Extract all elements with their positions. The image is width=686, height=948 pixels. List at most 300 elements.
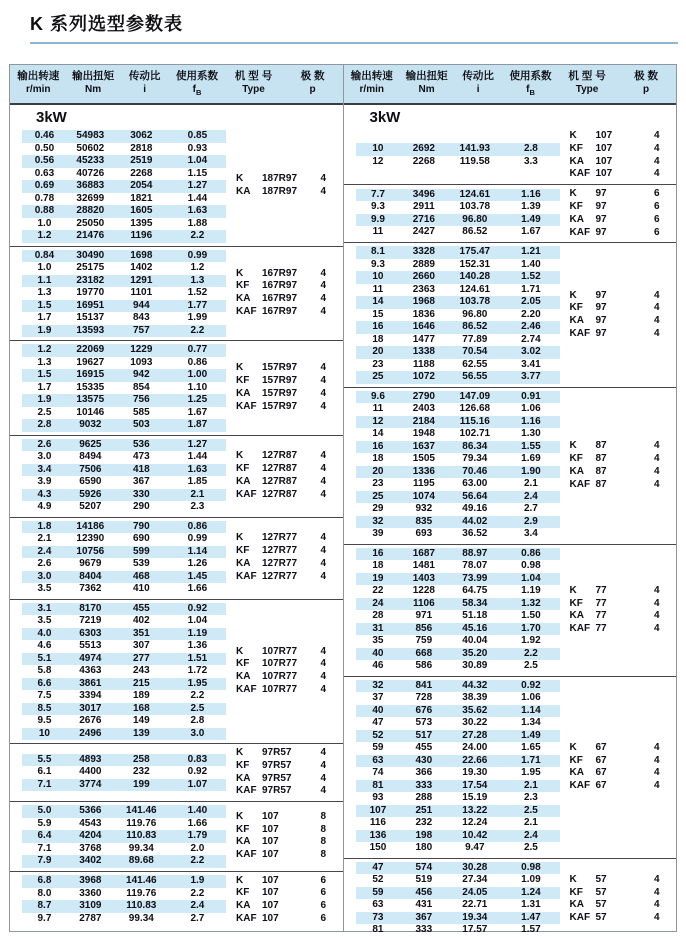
- cell-ratio: 1093: [130, 356, 153, 368]
- type-series: K: [236, 362, 244, 374]
- cell-torque: 759: [415, 635, 433, 647]
- cell-ratio: 942: [132, 369, 150, 380]
- type-series: KA: [569, 155, 584, 167]
- cell-speed: 0.88: [34, 205, 55, 216]
- data-block: [10, 436, 343, 517]
- type-model: 87: [595, 453, 607, 465]
- type-series: KF: [569, 754, 583, 766]
- type-entry: [236, 875, 333, 888]
- cell-ratio: 12.24: [462, 817, 488, 829]
- type-poles: 4: [653, 478, 660, 490]
- type-entry: [236, 545, 333, 558]
- table-row: [356, 660, 560, 673]
- cell-torque: 1637: [412, 440, 435, 452]
- cell-speed: 12: [372, 155, 384, 167]
- cell-service-factor: 2.2: [190, 855, 205, 867]
- type-series: KAF: [569, 780, 591, 792]
- cell-service-factor: 1.69: [521, 453, 541, 465]
- cell-ratio: 17.57: [462, 924, 488, 936]
- cell-ratio: 119.76: [126, 887, 157, 899]
- column-unit-subscript: B: [195, 88, 202, 97]
- cell-speed: 3.1: [37, 602, 52, 614]
- cell-torque: 1481: [412, 560, 435, 572]
- data-block: [10, 600, 343, 744]
- column-label: 极 数: [634, 70, 658, 82]
- column-header: [120, 70, 170, 99]
- cell-torque: 728: [415, 692, 433, 704]
- type-poles: 4: [320, 387, 327, 399]
- cell-torque: 4400: [79, 766, 102, 778]
- table-row: [356, 899, 560, 912]
- cell-service-factor: 1.15: [187, 167, 208, 179]
- cell-service-factor: 1.14: [521, 704, 541, 716]
- cell-ratio: 330: [132, 488, 150, 500]
- type-series: KAF: [569, 623, 591, 635]
- cell-service-factor: 2.3: [190, 501, 205, 512]
- type-entry: [236, 571, 333, 584]
- table-row: [356, 924, 560, 937]
- cell-speed: 1.7: [37, 312, 52, 323]
- cell-ratio: 539: [132, 558, 150, 569]
- data-block: [344, 185, 677, 242]
- type-poles: 4: [320, 785, 327, 797]
- cell-torque: 2676: [79, 715, 102, 726]
- cell-speed: 59: [372, 742, 384, 754]
- cell-speed: 11: [372, 403, 384, 415]
- cell-speed: 1.3: [37, 287, 52, 298]
- cell-ratio: 22.66: [462, 754, 488, 766]
- table-row: [356, 717, 560, 730]
- cell-torque: 517: [415, 729, 433, 741]
- cell-torque: 573: [415, 717, 433, 729]
- cell-service-factor: 2.7: [190, 912, 205, 924]
- panel-right: [343, 65, 677, 936]
- type-model: 127R87: [262, 463, 298, 475]
- table-row: [22, 250, 226, 263]
- cell-service-factor: 0.99: [187, 533, 208, 544]
- column-unit: $f_B$: [526, 84, 535, 97]
- cell-ratio: 35.62: [462, 704, 488, 716]
- cell-ratio: 70.46: [462, 465, 488, 477]
- type-poles: 4: [320, 488, 327, 500]
- type-series: KF: [569, 597, 583, 609]
- type-poles: 4: [320, 280, 327, 292]
- type-model: 67: [595, 767, 607, 779]
- cell-ratio: 410: [132, 583, 150, 594]
- cell-ratio: 243: [132, 665, 150, 676]
- type-entry: [236, 684, 333, 697]
- cell-ratio: 503: [132, 419, 150, 430]
- cell-ratio: 455: [132, 602, 150, 614]
- cell-speed: 18: [372, 560, 384, 572]
- cell-service-factor: 1.50: [521, 610, 541, 622]
- cell-service-factor: 1.92: [521, 635, 541, 647]
- column-header: [558, 70, 616, 99]
- panel-body: [10, 105, 343, 931]
- type-series: KF: [236, 887, 250, 899]
- cell-torque: 13593: [76, 324, 105, 336]
- cell-ratio: 215: [132, 677, 150, 689]
- cell-speed: 116: [369, 817, 386, 829]
- cell-speed: 1.9: [37, 394, 52, 405]
- table-row: [22, 779, 226, 792]
- table-row: [356, 573, 560, 586]
- cell-service-factor: 1.14: [187, 545, 208, 557]
- cell-torque: 366: [415, 767, 433, 779]
- cell-ratio: 24.05: [462, 886, 488, 898]
- cell-speed: 63: [372, 899, 384, 911]
- cell-speed: 10: [372, 143, 384, 155]
- type-entry: [236, 760, 333, 773]
- cell-torque: 3328: [412, 246, 435, 258]
- cell-ratio: 147.09: [459, 390, 491, 402]
- type-series: K: [569, 584, 577, 596]
- type-poles: 6: [653, 188, 660, 200]
- cell-speed: 22: [372, 585, 384, 597]
- column-unit: p: [309, 84, 316, 95]
- type-series: KAF: [569, 327, 591, 339]
- cell-ratio: 45.16: [462, 622, 488, 634]
- cell-service-factor: 3.0: [190, 727, 205, 739]
- type-entry: [570, 780, 667, 793]
- cell-torque: 1336: [412, 465, 435, 477]
- table-row: [22, 300, 226, 313]
- cell-service-factor: 1.19: [187, 627, 208, 639]
- type-model: 107: [262, 900, 279, 912]
- type-series: KA: [569, 899, 584, 911]
- type-poles: 4: [320, 772, 327, 784]
- cell-ratio: 756: [132, 394, 150, 405]
- cell-ratio: 790: [132, 520, 150, 532]
- cell-ratio: 22.71: [462, 899, 488, 911]
- type-entry: [236, 280, 333, 293]
- type-poles: 4: [653, 155, 660, 167]
- cell-speed: 7.7: [370, 188, 385, 200]
- type-group: [560, 440, 677, 491]
- type-series: KF: [569, 142, 583, 154]
- cell-speed: 20: [372, 346, 384, 358]
- cell-torque: 586: [415, 660, 433, 672]
- cell-torque: 45233: [76, 155, 105, 166]
- table-row: [356, 441, 560, 454]
- table-row: [22, 805, 226, 818]
- type-group: [226, 646, 343, 697]
- cell-service-factor: 0.85: [187, 130, 208, 141]
- type-entry: [570, 201, 667, 214]
- table-row: [22, 193, 226, 206]
- data-block: [10, 744, 343, 801]
- cell-speed: 10: [372, 271, 384, 283]
- type-group: [226, 268, 343, 319]
- type-entry: [570, 214, 667, 227]
- type-model: 157R97: [262, 362, 298, 374]
- table-row: [356, 334, 560, 347]
- cell-ratio: 757: [132, 324, 150, 336]
- table-row: [356, 189, 560, 202]
- data-block: [10, 802, 343, 871]
- type-entry: [236, 913, 333, 926]
- type-model: 87: [595, 440, 607, 452]
- cell-speed: 32: [372, 515, 384, 527]
- type-entry: [236, 186, 333, 199]
- cell-service-factor: 1.70: [521, 622, 541, 634]
- cell-torque: 3394: [79, 690, 102, 701]
- cell-ratio: 56.64: [462, 490, 488, 502]
- cell-speed: 0.78: [34, 192, 55, 204]
- cell-torque: 2496: [79, 727, 102, 739]
- table-row: [22, 888, 226, 901]
- cell-torque: 288: [415, 792, 433, 804]
- type-model: 87: [595, 465, 607, 477]
- type-group: [560, 585, 677, 636]
- type-series: KA: [569, 465, 584, 477]
- cell-ratio: 351: [132, 627, 150, 639]
- cell-ratio: 99.34: [128, 912, 154, 924]
- cell-ratio: 149: [132, 715, 150, 726]
- cell-service-factor: 1.34: [521, 717, 541, 729]
- cell-service-factor: 2.2: [190, 690, 205, 701]
- cell-ratio: 79.34: [462, 453, 488, 465]
- cell-speed: 1.3: [37, 356, 52, 368]
- cell-torque: 2787: [79, 912, 102, 924]
- table-row: [22, 843, 226, 856]
- table-row: [356, 359, 560, 372]
- type-poles: 6: [320, 913, 327, 925]
- cell-ratio: 78.07: [462, 560, 488, 572]
- cell-service-factor: 0.98: [521, 861, 541, 873]
- type-entry: [570, 156, 667, 169]
- cell-torque: 19770: [76, 287, 105, 298]
- type-model: 107: [595, 155, 613, 167]
- table-row: [356, 156, 560, 169]
- type-poles: 4: [320, 532, 327, 544]
- column-header: [67, 70, 120, 99]
- type-entry: [570, 466, 667, 479]
- cell-ratio: 1698: [130, 249, 153, 261]
- column-unit: Nm: [418, 84, 435, 95]
- cell-torque: 835: [415, 515, 433, 527]
- cell-speed: 23: [372, 478, 384, 490]
- type-entry: [236, 489, 333, 502]
- cell-service-factor: 1.71: [521, 283, 541, 295]
- type-group: [560, 290, 677, 341]
- cell-torque: 1505: [412, 453, 435, 465]
- cell-ratio: 2818: [130, 142, 153, 154]
- type-group: [226, 532, 343, 583]
- table-row: [356, 680, 560, 693]
- cell-ratio: 140.28: [459, 271, 491, 283]
- cell-service-factor: 1.67: [187, 406, 208, 418]
- type-entry: [570, 610, 667, 623]
- type-series: K: [569, 440, 577, 452]
- data-block: [10, 872, 343, 929]
- type-entry: [236, 849, 333, 862]
- table-row: [356, 610, 560, 623]
- cell-service-factor: 1.04: [187, 155, 208, 166]
- table-row: [356, 503, 560, 516]
- table-row: [22, 728, 226, 741]
- cell-speed: 9.3: [370, 258, 385, 270]
- cell-ratio: 854: [132, 381, 150, 393]
- type-series: KA: [569, 610, 584, 622]
- cell-torque: 1687: [412, 547, 435, 559]
- cell-ratio: 119.58: [459, 155, 490, 167]
- cell-ratio: 89.68: [128, 855, 154, 867]
- cell-torque: 7362: [79, 583, 102, 594]
- cell-service-factor: 1.09: [521, 874, 541, 886]
- table-row: [22, 464, 226, 477]
- cell-ratio: 141.46: [126, 805, 157, 817]
- table-row: [356, 516, 560, 529]
- cell-torque: 574: [415, 861, 433, 873]
- cell-speed: 1.0: [37, 262, 52, 273]
- cell-service-factor: 1.04: [521, 572, 541, 584]
- cell-service-factor: 1.04: [187, 615, 208, 626]
- cell-torque: 4974: [79, 652, 102, 664]
- cell-service-factor: 1.88: [187, 217, 208, 229]
- type-model: 97R57: [262, 772, 292, 784]
- table-row: [356, 528, 560, 541]
- type-model: 97: [595, 226, 607, 238]
- rows-group: [356, 143, 560, 168]
- cell-torque: 25050: [76, 217, 105, 229]
- cell-torque: 21476: [76, 230, 105, 241]
- type-entry: [570, 767, 667, 780]
- type-model: 167R97: [262, 306, 298, 318]
- cell-speed: 136: [369, 829, 387, 841]
- cell-ratio: 2519: [130, 155, 153, 166]
- cell-service-factor: 3.4: [523, 528, 538, 540]
- cell-service-factor: 1.47: [521, 911, 541, 923]
- type-poles: 4: [320, 173, 327, 185]
- cell-service-factor: 1.44: [187, 451, 208, 462]
- cell-ratio: 64.75: [462, 585, 488, 597]
- cell-ratio: 19.34: [462, 911, 488, 923]
- type-series: KA: [236, 387, 251, 399]
- cell-ratio: 51.18: [462, 610, 488, 622]
- cell-speed: 1.9: [37, 324, 52, 336]
- cell-speed: 40: [372, 704, 384, 716]
- type-series: KAF: [236, 684, 257, 696]
- table-row: [22, 603, 226, 616]
- type-model: 97: [595, 302, 607, 314]
- type-poles: 4: [320, 306, 327, 318]
- type-model: 57: [595, 899, 607, 911]
- type-entry: [570, 328, 667, 341]
- type-entry: [236, 773, 333, 786]
- cell-service-factor: 3.41: [521, 358, 541, 370]
- type-entry: [236, 658, 333, 671]
- type-series: KA: [236, 186, 251, 198]
- cell-speed: 19: [372, 572, 384, 584]
- cell-speed: 0.46: [34, 130, 55, 141]
- type-model: 57: [595, 873, 607, 885]
- cell-torque: 1072: [412, 371, 435, 383]
- cell-torque: 16951: [76, 299, 105, 311]
- type-group: [226, 173, 343, 199]
- cell-torque: 10146: [76, 406, 105, 418]
- cell-speed: 14: [372, 428, 384, 440]
- cell-ratio: 468: [132, 570, 150, 582]
- column-label: 使用系数: [176, 70, 218, 82]
- type-model: 107R77: [262, 645, 298, 657]
- type-model: 77: [595, 610, 607, 622]
- type-model: 107: [262, 849, 279, 861]
- column-unit: p: [642, 84, 650, 95]
- cell-service-factor: 1.24: [521, 886, 541, 898]
- table-row: [22, 168, 226, 181]
- cell-ratio: 58.34: [462, 597, 488, 609]
- cell-service-factor: 2.5: [523, 842, 538, 854]
- type-poles: 4: [320, 570, 327, 582]
- column-label: 传动比: [128, 70, 161, 82]
- type-group: [226, 450, 343, 501]
- type-poles: 4: [320, 362, 327, 374]
- cell-torque: 14186: [76, 520, 105, 532]
- type-model: 127R87: [262, 476, 298, 487]
- cell-torque: 25175: [76, 262, 105, 273]
- type-series: KF: [236, 759, 250, 771]
- table-row: [356, 416, 560, 429]
- type-model: 77: [595, 597, 607, 609]
- cell-service-factor: 1.85: [187, 476, 208, 487]
- type-entry: [236, 811, 333, 824]
- cell-speed: 15: [372, 308, 384, 320]
- cell-speed: 32: [372, 679, 384, 691]
- table-row: [356, 466, 560, 479]
- cell-ratio: 30.28: [462, 861, 488, 873]
- column-label: 使用系数: [509, 70, 552, 82]
- cell-ratio: 232: [132, 766, 150, 778]
- cell-torque: 1195: [412, 478, 435, 490]
- cell-speed: 3.0: [37, 451, 52, 462]
- cell-speed: 5.0: [37, 805, 52, 817]
- cell-service-factor: 1.99: [187, 312, 208, 323]
- type-poles: 4: [320, 759, 327, 771]
- cell-torque: 7506: [79, 463, 102, 475]
- cell-torque: 2363: [412, 283, 435, 295]
- cell-service-factor: 1.06: [521, 692, 541, 704]
- type-model: 77: [595, 623, 607, 635]
- cell-torque: 693: [415, 528, 433, 540]
- cell-torque: 30490: [76, 249, 105, 261]
- cell-service-factor: 1.27: [187, 438, 208, 450]
- cell-speed: 46: [372, 660, 384, 672]
- cell-torque: 333: [415, 924, 433, 936]
- cell-service-factor: 1.19: [521, 585, 541, 597]
- data-block: [344, 388, 677, 544]
- table-row: [356, 830, 560, 843]
- cell-torque: 455: [415, 742, 433, 754]
- type-model: 157R97: [262, 400, 298, 412]
- type-entry: [570, 755, 667, 768]
- rows-group: [356, 391, 560, 541]
- table-row: [356, 391, 560, 404]
- type-poles: 4: [320, 645, 327, 657]
- table-row: [356, 874, 560, 887]
- type-series: KF: [236, 823, 250, 835]
- type-entry: [236, 362, 333, 375]
- cell-service-factor: 1.30: [521, 428, 541, 440]
- type-model: 157R97: [262, 374, 298, 386]
- cell-ratio: 13.22: [462, 804, 488, 816]
- cell-torque: 32699: [76, 192, 105, 204]
- rows-group: [22, 250, 226, 338]
- cell-speed: 6.6: [37, 677, 52, 689]
- table-row: [356, 296, 560, 309]
- cell-torque: 1228: [412, 585, 435, 597]
- cell-torque: 4204: [79, 830, 102, 842]
